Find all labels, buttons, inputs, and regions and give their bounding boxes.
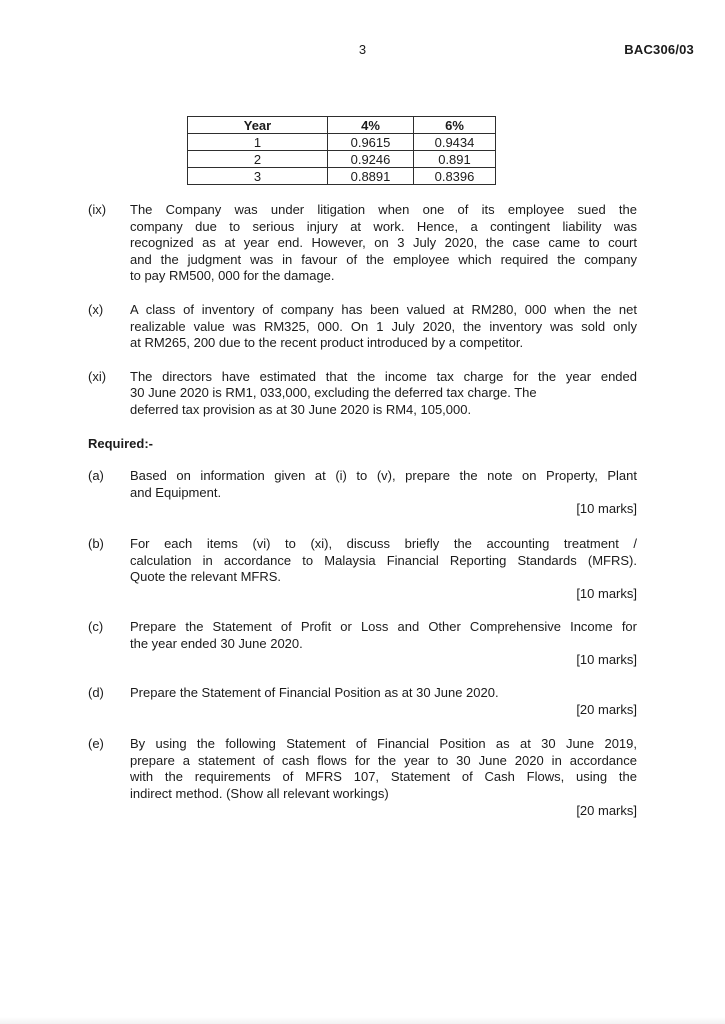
text-line: Prepare the Statement of Financial Position as at 30 June 2020.: [130, 685, 499, 701]
question-label: (a): [88, 468, 104, 484]
question-body: [130, 736, 637, 819]
column-header-year: Year: [188, 117, 328, 134]
text-line: and Equipment.: [130, 484, 222, 500]
text-line: recognized as at year end. However, on 3 July 2020, the case came to court: [130, 235, 637, 251]
info-item-ix: [88, 202, 637, 285]
info-item-xi: [88, 369, 637, 419]
text-line: with the requirements of MFRS 107, Statement of Cash Flows, using the: [130, 769, 637, 785]
text-line: calculation in accordance to Malaysia Financial Reporting Standards (MFRS).: [130, 552, 637, 568]
marks-allocation: [10 marks]: [576, 652, 637, 668]
marks-allocation: [10 marks]: [576, 585, 637, 601]
required-question-e: [88, 736, 637, 819]
cell-6pct-y1: 0.9434: [414, 134, 496, 151]
required-question-c: [88, 619, 637, 669]
table-header-row: [188, 117, 496, 134]
required-question-b: [88, 536, 637, 602]
course-code: BAC306/03: [624, 42, 694, 57]
text-line: The directors have estimated that the income tax charge for the year ended: [130, 368, 637, 384]
text-line: company due to serious injury at work. Hence, a contingent liability was: [130, 218, 637, 234]
text-line: realizable value was RM325, 000. On 1 July 2020, the inventory was sold only: [130, 318, 637, 334]
text-line: at RM265, 200 due to the recent product introduced by a competitor.: [130, 335, 524, 351]
item-body: [130, 202, 637, 285]
question-body: [130, 468, 637, 518]
cell-6pct-y3: 0.8396: [414, 168, 496, 185]
item-label: (xi): [88, 368, 107, 384]
item-body: [130, 369, 637, 419]
item-label: (ix): [88, 202, 107, 217]
question-label: (c): [88, 619, 104, 635]
cell-year-3: 3: [188, 168, 328, 185]
marks-allocation: [20 marks]: [576, 701, 637, 717]
text-line: and the judgment was in favour of the employee which required the company: [130, 251, 637, 267]
page-number: 3: [358, 42, 367, 57]
column-header-6pct: 6%: [414, 117, 496, 134]
text-line: to pay RM500, 000 for the damage.: [130, 268, 335, 284]
table-row: [188, 151, 496, 168]
question-label: (e): [88, 736, 104, 752]
marks-allocation: [20 marks]: [576, 802, 637, 818]
text-line: By using the following Statement of Financial Position as at 30 June 2019,: [130, 736, 637, 752]
required-question-d: [88, 685, 637, 718]
required-question-a: [88, 468, 637, 518]
text-line: 30 June 2020 is RM1, 033,000, excluding the deferred tax charge. The: [130, 385, 537, 401]
question-label: (b): [88, 535, 104, 551]
text-line: the year ended 30 June 2020.: [130, 635, 303, 651]
text-line: A class of inventory of company has been valued at RM280, 000 when the net: [130, 301, 637, 317]
cell-4pct-y3: 0.8891: [328, 168, 414, 185]
marks-allocation: [10 marks]: [576, 501, 637, 517]
item-label: (x): [88, 301, 104, 317]
text-line: Prepare the Statement of Profit or Loss and Other Comprehensive Income for: [130, 619, 637, 635]
item-body: [130, 302, 637, 352]
discount-factor-table: [187, 116, 496, 185]
question-body: [130, 685, 637, 718]
text-line: Based on information given at (i) to (v), prepare the note on Property, Plant: [130, 468, 637, 484]
text-line: Quote the relevant MFRS.: [130, 569, 282, 585]
question-body: [130, 536, 637, 602]
column-header-4pct: 4%: [328, 117, 414, 134]
table-row: [188, 134, 496, 151]
text-line: The Company was under litigation when one of its employee sued the: [130, 202, 637, 217]
info-item-x: [88, 302, 637, 352]
cell-4pct-y2: 0.9246: [328, 151, 414, 168]
question-body: [130, 619, 637, 669]
required-heading: Required:-: [88, 435, 153, 451]
text-line: deferred tax provision as at 30 June 2020 is RM4, 105,000.: [130, 401, 472, 417]
cell-year-2: 2: [188, 151, 328, 168]
table-row: [188, 168, 496, 185]
text-line: indirect method. (Show all relevant workings): [130, 786, 389, 802]
text-line: For each items (vi) to (xi), discuss briefly the accounting treatment /: [130, 535, 637, 551]
cell-4pct-y1: 0.9615: [328, 134, 414, 151]
text-line: prepare a statement of cash flows for the year to 30 June 2020 in accordance: [130, 752, 637, 768]
cell-6pct-y2: 0.891: [414, 151, 496, 168]
cell-year-1: 1: [188, 134, 328, 151]
question-label: (d): [88, 685, 104, 701]
